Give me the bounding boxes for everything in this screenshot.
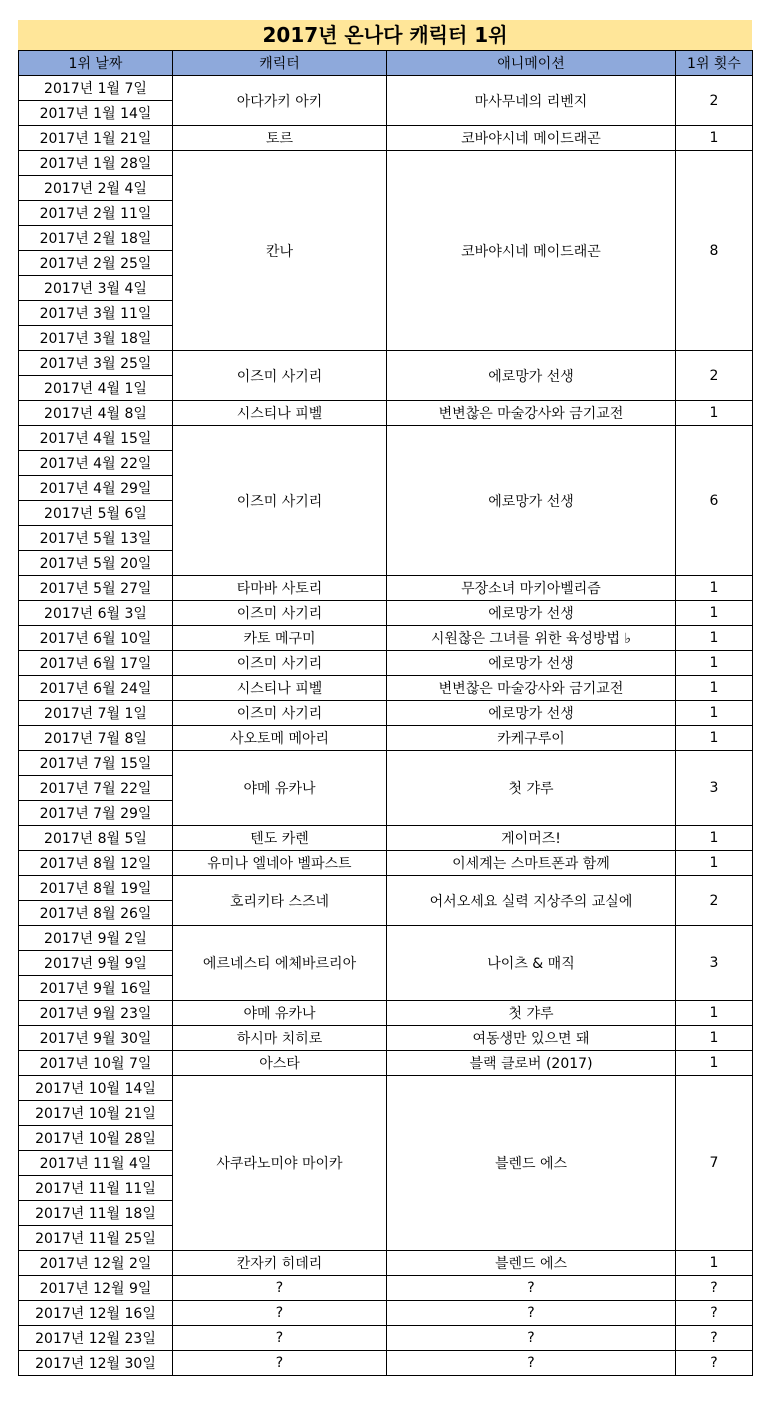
date-cell[interactable]: 2017년 2월 25일: [19, 251, 173, 276]
table-row: [19, 1076, 753, 1101]
date-cell[interactable]: 2017년 8월 19일: [19, 876, 173, 901]
character-cell[interactable]: 카토 메구미: [173, 626, 387, 651]
character-cell[interactable]: 칸자키 히데리: [173, 1251, 387, 1276]
date-cell[interactable]: 2017년 2월 18일: [19, 226, 173, 251]
character-cell[interactable]: 아다가키 아키: [173, 76, 387, 126]
anime-cell[interactable]: ?: [387, 1351, 676, 1376]
date-cell[interactable]: 2017년 4월 22일: [19, 451, 173, 476]
date-cell[interactable]: 2017년 9월 23일: [19, 1001, 173, 1026]
count-cell[interactable]: 1: [676, 576, 753, 601]
anime-cell[interactable]: 무장소녀 마키아벨리즘: [387, 576, 676, 601]
sheet-title: 2017년 온나다 캐릭터 1위: [18, 20, 752, 50]
table-row: [19, 1251, 753, 1276]
table-row: [19, 601, 753, 626]
character-cell[interactable]: 토르: [173, 126, 387, 151]
date-cell[interactable]: 2017년 5월 20일: [19, 551, 173, 576]
character-cell[interactable]: 야메 유카나: [173, 1001, 387, 1026]
anime-cell[interactable]: ?: [387, 1301, 676, 1326]
count-cell[interactable]: 1: [676, 726, 753, 751]
header-anime[interactable]: 애니메이션: [387, 51, 676, 76]
date-cell[interactable]: 2017년 9월 2일: [19, 926, 173, 951]
count-cell[interactable]: 1: [676, 826, 753, 851]
character-cell[interactable]: ?: [173, 1301, 387, 1326]
table-body: [19, 76, 753, 1376]
count-cell[interactable]: 1: [676, 676, 753, 701]
count-cell[interactable]: ?: [676, 1326, 753, 1351]
count-cell[interactable]: 2: [676, 876, 753, 926]
table-row: [19, 576, 753, 601]
date-cell[interactable]: 2017년 7월 29일: [19, 801, 173, 826]
count-cell[interactable]: 1: [676, 626, 753, 651]
date-cell[interactable]: 2017년 4월 1일: [19, 376, 173, 401]
header-count[interactable]: 1위 횟수: [676, 51, 753, 76]
count-cell[interactable]: 1: [676, 126, 753, 151]
anime-cell[interactable]: 게이머즈!: [387, 826, 676, 851]
date-cell[interactable]: 2017년 8월 26일: [19, 901, 173, 926]
character-cell[interactable]: 사쿠라노미야 마이카: [173, 1076, 387, 1251]
count-cell[interactable]: 8: [676, 151, 753, 351]
table-row: [19, 676, 753, 701]
anime-cell[interactable]: 나이츠 & 매직: [387, 926, 676, 1001]
anime-cell[interactable]: 블랙 클로버 (2017): [387, 1051, 676, 1076]
header-character[interactable]: 캐릭터: [173, 51, 387, 76]
count-cell[interactable]: ?: [676, 1276, 753, 1301]
character-cell[interactable]: 유미나 엘네아 벨파스트: [173, 851, 387, 876]
character-cell[interactable]: 호리키타 스즈네: [173, 876, 387, 926]
table-row: [19, 351, 753, 376]
character-cell[interactable]: 시스티나 피벨: [173, 401, 387, 426]
character-cell[interactable]: 아스타: [173, 1051, 387, 1076]
count-cell[interactable]: 2: [676, 351, 753, 401]
character-cell[interactable]: 칸나: [173, 151, 387, 351]
count-cell[interactable]: ?: [676, 1351, 753, 1376]
anime-cell[interactable]: 코바야시네 메이드래곤: [387, 126, 676, 151]
character-cell[interactable]: ?: [173, 1326, 387, 1351]
table-row: [19, 651, 753, 676]
date-cell[interactable]: 2017년 10월 7일: [19, 1051, 173, 1076]
date-cell[interactable]: 2017년 11월 4일: [19, 1151, 173, 1176]
date-cell[interactable]: 2017년 4월 29일: [19, 476, 173, 501]
table-row: [19, 1276, 753, 1301]
table-row: [19, 826, 753, 851]
count-cell[interactable]: 1: [676, 1251, 753, 1276]
date-cell[interactable]: 2017년 5월 27일: [19, 576, 173, 601]
count-cell[interactable]: 7: [676, 1076, 753, 1251]
header-date[interactable]: 1위 날짜: [19, 51, 173, 76]
anime-cell[interactable]: 코바야시네 메이드래곤: [387, 151, 676, 351]
table-row: [19, 626, 753, 651]
count-cell[interactable]: 1: [676, 851, 753, 876]
date-cell[interactable]: 2017년 3월 11일: [19, 301, 173, 326]
character-cell[interactable]: 시스티나 피벨: [173, 676, 387, 701]
count-cell[interactable]: 2: [676, 76, 753, 126]
character-cell[interactable]: ?: [173, 1351, 387, 1376]
character-cell[interactable]: ?: [173, 1276, 387, 1301]
date-cell[interactable]: 2017년 7월 1일: [19, 701, 173, 726]
count-cell[interactable]: ?: [676, 1301, 753, 1326]
anime-cell[interactable]: 에로망가 선생: [387, 701, 676, 726]
date-cell[interactable]: 2017년 9월 9일: [19, 951, 173, 976]
character-cell[interactable]: 이즈미 사기리: [173, 426, 387, 576]
date-cell[interactable]: 2017년 8월 12일: [19, 851, 173, 876]
anime-cell[interactable]: 에로망가 선생: [387, 351, 676, 401]
character-cell[interactable]: 에르네스티 에체바르리아: [173, 926, 387, 1001]
date-cell[interactable]: 2017년 1월 21일: [19, 126, 173, 151]
date-cell[interactable]: 2017년 9월 16일: [19, 976, 173, 1001]
character-cell[interactable]: 사오토메 메아리: [173, 726, 387, 751]
date-cell[interactable]: 2017년 6월 17일: [19, 651, 173, 676]
date-cell[interactable]: 2017년 12월 30일: [19, 1351, 173, 1376]
count-cell[interactable]: 1: [676, 401, 753, 426]
date-cell[interactable]: 2017년 2월 4일: [19, 176, 173, 201]
date-cell[interactable]: 2017년 6월 3일: [19, 601, 173, 626]
character-cell[interactable]: 이즈미 사기리: [173, 701, 387, 726]
date-cell[interactable]: 2017년 11월 18일: [19, 1201, 173, 1226]
table-row: [19, 876, 753, 901]
anime-cell[interactable]: ?: [387, 1276, 676, 1301]
date-cell[interactable]: 2017년 11월 25일: [19, 1226, 173, 1251]
date-cell[interactable]: 2017년 3월 25일: [19, 351, 173, 376]
anime-cell[interactable]: 변변찮은 마술강사와 금기교전: [387, 401, 676, 426]
anime-cell[interactable]: 첫 갸루: [387, 1001, 676, 1026]
date-cell[interactable]: 2017년 9월 30일: [19, 1026, 173, 1051]
table-row: [19, 401, 753, 426]
date-cell[interactable]: 2017년 6월 10일: [19, 626, 173, 651]
anime-cell[interactable]: ?: [387, 1326, 676, 1351]
table-row: [19, 1301, 753, 1326]
date-cell[interactable]: 2017년 1월 14일: [19, 101, 173, 126]
ranking-sheet: [18, 20, 752, 1376]
anime-cell[interactable]: 마사무네의 리벤지: [387, 76, 676, 126]
date-cell[interactable]: 2017년 8월 5일: [19, 826, 173, 851]
date-cell[interactable]: 2017년 2월 11일: [19, 201, 173, 226]
count-cell[interactable]: 1: [676, 1051, 753, 1076]
table-row: [19, 726, 753, 751]
date-cell[interactable]: 2017년 12월 9일: [19, 1276, 173, 1301]
table-row: [19, 1351, 753, 1376]
count-cell[interactable]: 3: [676, 751, 753, 826]
table-row: [19, 1026, 753, 1051]
date-cell[interactable]: 2017년 10월 21일: [19, 1101, 173, 1126]
header-row: [19, 51, 753, 76]
table-row: [19, 126, 753, 151]
count-cell[interactable]: 3: [676, 926, 753, 1001]
anime-cell[interactable]: 변변찮은 마술강사와 금기교전: [387, 676, 676, 701]
date-cell[interactable]: 2017년 12월 2일: [19, 1251, 173, 1276]
character-cell[interactable]: 이즈미 사기리: [173, 351, 387, 401]
date-cell[interactable]: 2017년 11월 11일: [19, 1176, 173, 1201]
date-cell[interactable]: 2017년 7월 15일: [19, 751, 173, 776]
table-row: [19, 76, 753, 101]
table-row: [19, 1051, 753, 1076]
table-row: [19, 851, 753, 876]
date-cell[interactable]: 2017년 6월 24일: [19, 676, 173, 701]
anime-cell[interactable]: 시원찮은 그녀를 위한 육성방법 ♭: [387, 626, 676, 651]
date-cell[interactable]: 2017년 4월 8일: [19, 401, 173, 426]
date-cell[interactable]: 2017년 3월 18일: [19, 326, 173, 351]
count-cell[interactable]: 1: [676, 651, 753, 676]
character-cell[interactable]: 이즈미 사기리: [173, 651, 387, 676]
anime-cell[interactable]: 에로망가 선생: [387, 601, 676, 626]
character-cell[interactable]: 타마바 사토리: [173, 576, 387, 601]
count-cell[interactable]: 1: [676, 1001, 753, 1026]
count-cell[interactable]: 1: [676, 1026, 753, 1051]
character-cell[interactable]: 텐도 카렌: [173, 826, 387, 851]
table-row: [19, 1001, 753, 1026]
count-cell[interactable]: 6: [676, 426, 753, 576]
character-cell[interactable]: 이즈미 사기리: [173, 601, 387, 626]
anime-cell[interactable]: 카케구루이: [387, 726, 676, 751]
date-cell[interactable]: 2017년 5월 6일: [19, 501, 173, 526]
date-cell[interactable]: 2017년 7월 8일: [19, 726, 173, 751]
count-cell[interactable]: 1: [676, 601, 753, 626]
date-cell[interactable]: 2017년 10월 14일: [19, 1076, 173, 1101]
table-row: [19, 751, 753, 776]
character-cell[interactable]: 야메 유카나: [173, 751, 387, 826]
anime-cell[interactable]: 어서오세요 실력 지상주의 교실에: [387, 876, 676, 926]
count-cell[interactable]: 1: [676, 701, 753, 726]
date-cell[interactable]: 2017년 7월 22일: [19, 776, 173, 801]
ranking-table: [18, 50, 753, 1376]
table-row: [19, 1326, 753, 1351]
table-row: [19, 426, 753, 451]
date-cell[interactable]: 2017년 5월 13일: [19, 526, 173, 551]
anime-cell[interactable]: 첫 갸루: [387, 751, 676, 826]
date-cell[interactable]: 2017년 1월 7일: [19, 76, 173, 101]
date-cell[interactable]: 2017년 4월 15일: [19, 426, 173, 451]
anime-cell[interactable]: 에로망가 선생: [387, 651, 676, 676]
anime-cell[interactable]: 이세계는 스마트폰과 함께: [387, 851, 676, 876]
anime-cell[interactable]: 여동생만 있으면 돼: [387, 1026, 676, 1051]
date-cell[interactable]: 2017년 12월 16일: [19, 1301, 173, 1326]
date-cell[interactable]: 2017년 1월 28일: [19, 151, 173, 176]
table-row: [19, 701, 753, 726]
date-cell[interactable]: 2017년 3월 4일: [19, 276, 173, 301]
date-cell[interactable]: 2017년 12월 23일: [19, 1326, 173, 1351]
date-cell[interactable]: 2017년 10월 28일: [19, 1126, 173, 1151]
table-row: [19, 926, 753, 951]
anime-cell[interactable]: 블렌드 에스: [387, 1251, 676, 1276]
anime-cell[interactable]: 에로망가 선생: [387, 426, 676, 576]
character-cell[interactable]: 하시마 치히로: [173, 1026, 387, 1051]
anime-cell[interactable]: 블렌드 에스: [387, 1076, 676, 1251]
table-row: [19, 151, 753, 176]
